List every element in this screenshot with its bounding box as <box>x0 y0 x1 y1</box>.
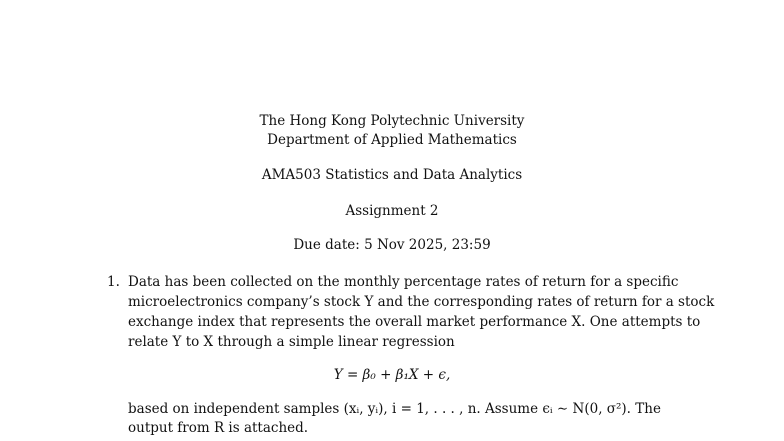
university-name: The Hong Kong Polytechnic University <box>259 113 525 129</box>
question-number: 1. <box>107 274 120 290</box>
question-text-line: based on independent samples (xᵢ, yᵢ), i = 1, . . . , n. Assume ϵᵢ ∼ N(0, σ²). The <box>128 401 661 417</box>
question-text-line: Data has been collected on the monthly percentage rates of return for a specific <box>128 274 679 290</box>
question-text-line: exchange index that represents the overall market performance X. One attempts to <box>128 314 701 330</box>
department-name: Department of Applied Mathematics <box>267 132 517 148</box>
assignment-title: Assignment 2 <box>345 203 439 219</box>
question-text-line: relate Y to X through a simple linear regression <box>128 334 455 350</box>
regression-equation: Y = β₀ + β₁X + ϵ, <box>333 367 451 383</box>
course-title: AMA503 Statistics and Data Analytics <box>261 167 523 183</box>
question-text-line: microelectronics company’s stock Y and the corresponding rates of return for a stock <box>128 294 715 310</box>
due-date: Due date: 5 Nov 2025, 23:59 <box>293 237 491 253</box>
question-text-line: output from R is attached. <box>128 420 309 436</box>
